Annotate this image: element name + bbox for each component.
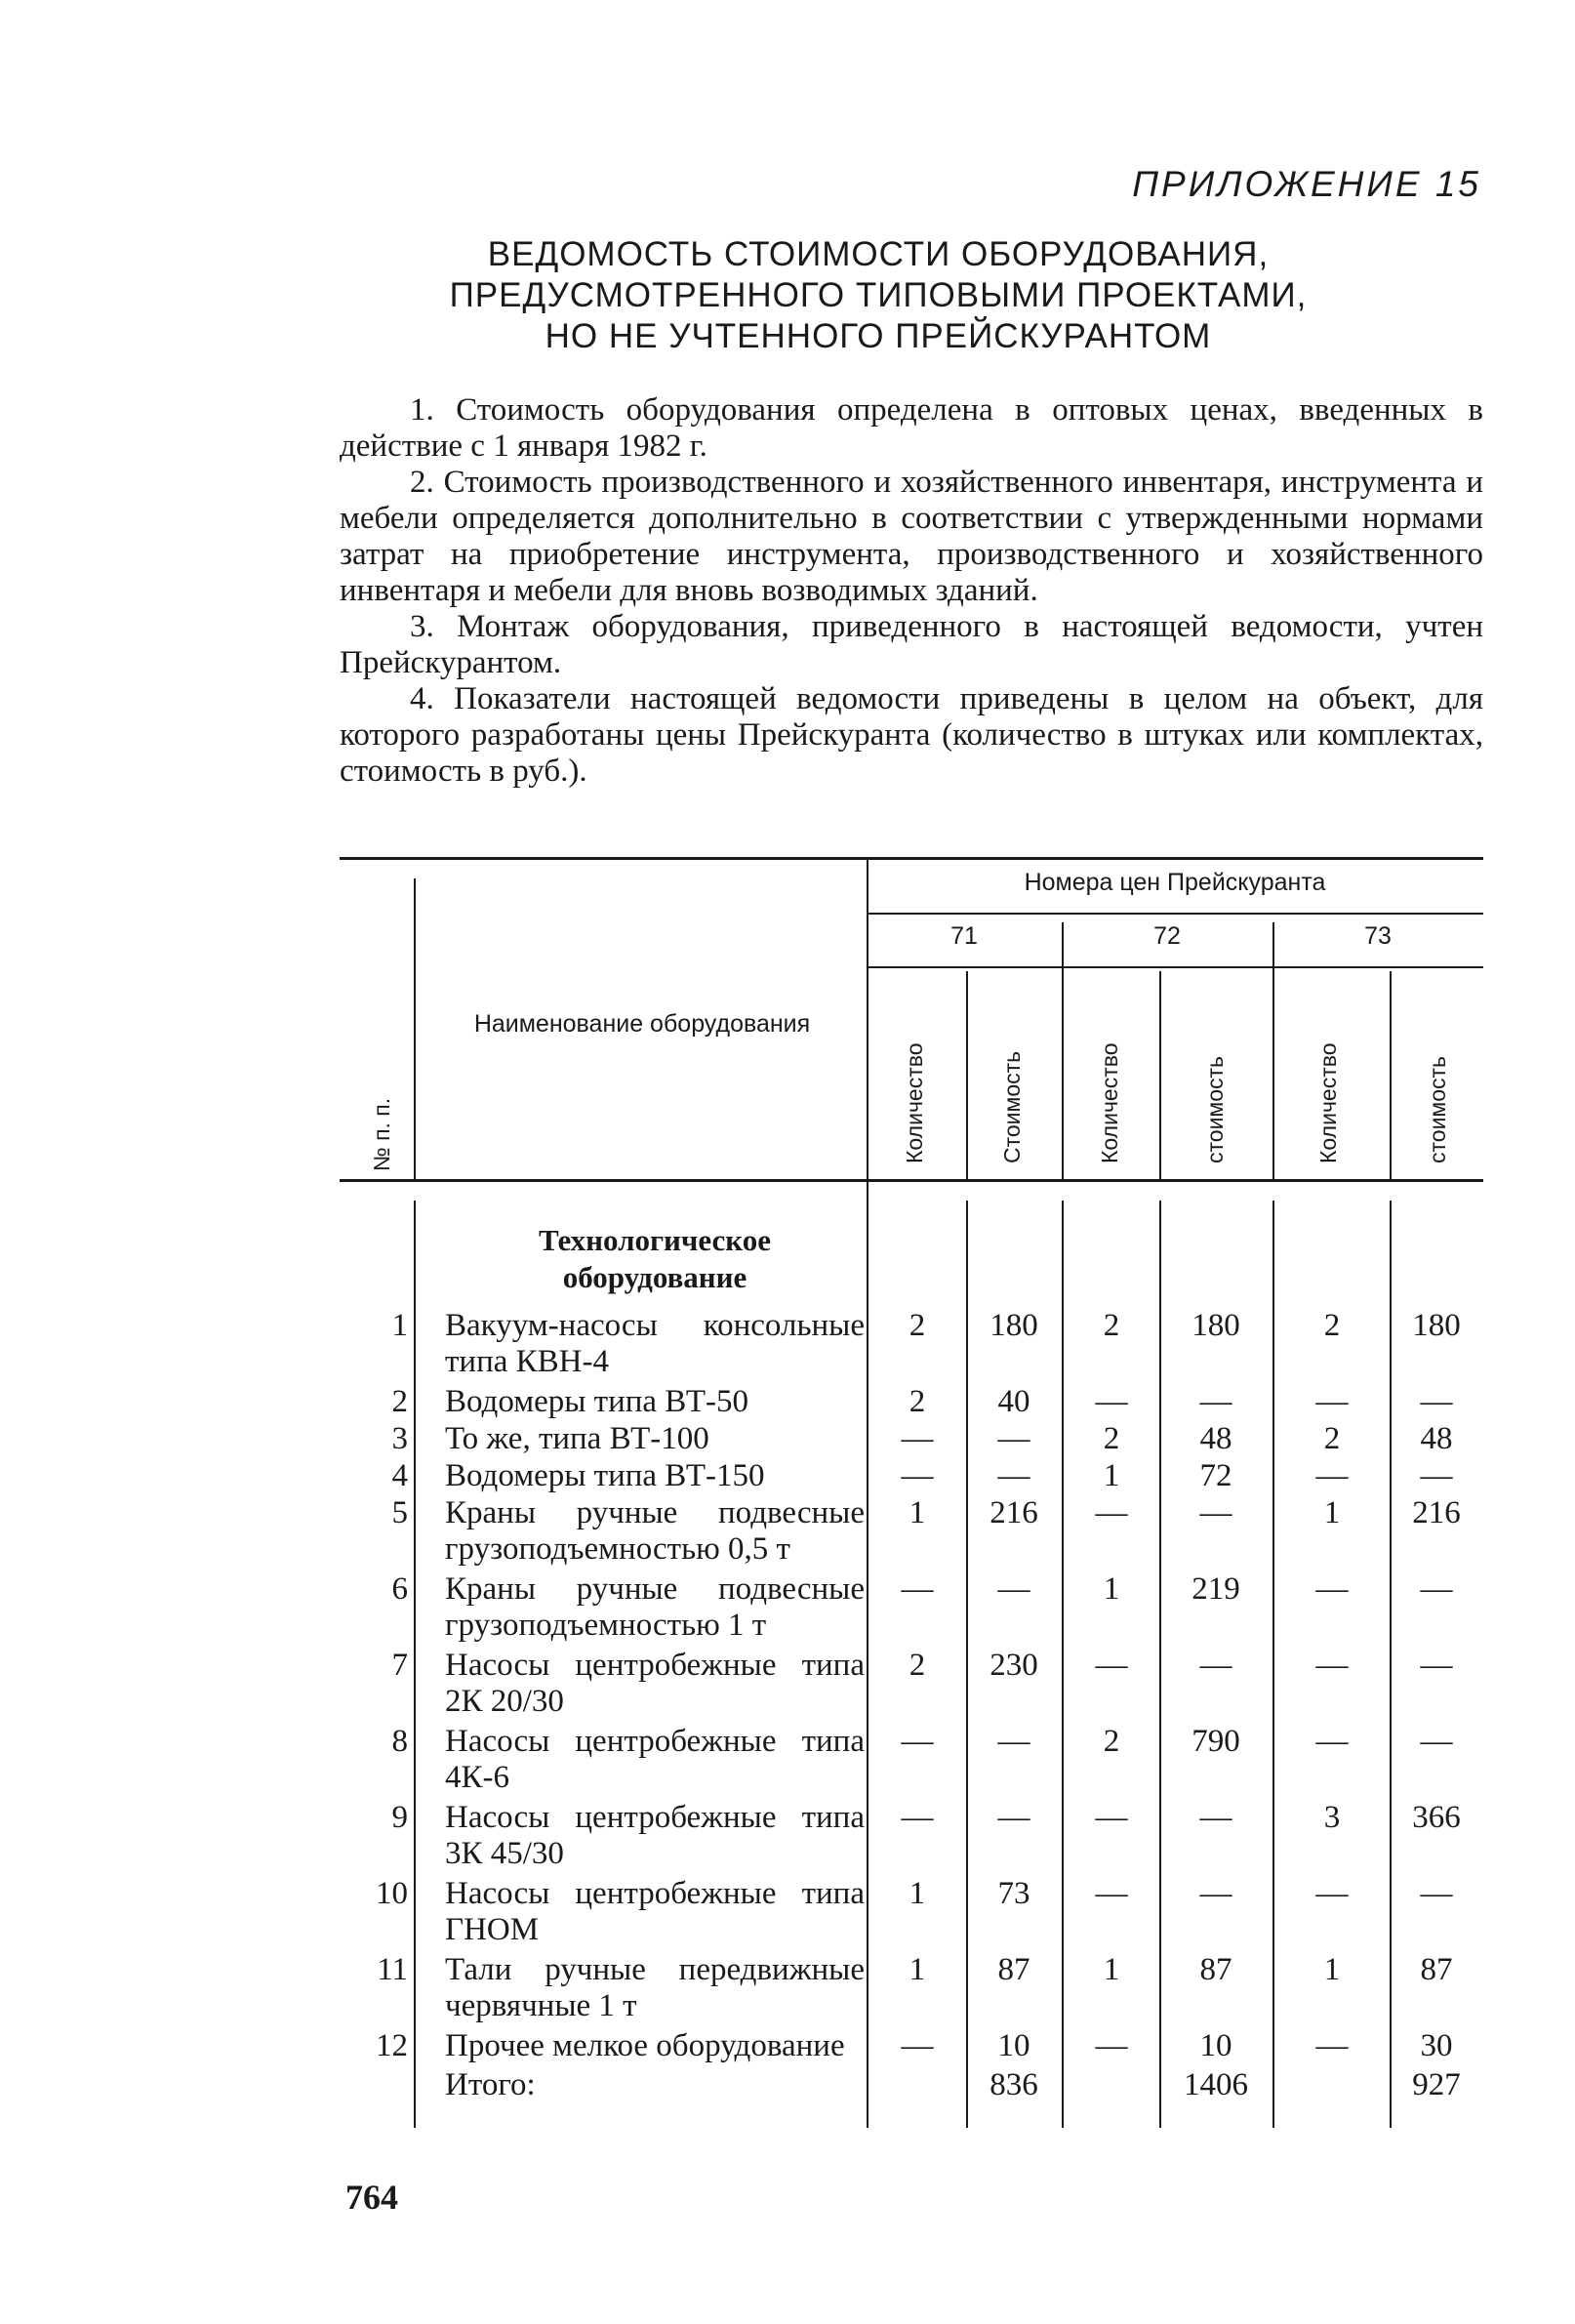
row-number: 4	[391, 1458, 408, 1493]
cost-cell: 230	[989, 1648, 1038, 1683]
col-divider	[1159, 971, 1161, 1179]
total-cell: 836	[989, 2067, 1038, 2102]
quantity-cell: —	[1095, 2028, 1128, 2063]
cost-cell: 72	[1199, 1458, 1232, 1493]
note-paragraph: 4. Показатели настоящей ведомости приведены в целом на объект, для которого разработаны цены Прейскуранта (количество в штуках или комплектах, стоимость в руб.).	[340, 681, 1483, 789]
quantity-cell: —	[1315, 1458, 1349, 1493]
cost-cell: 180	[1412, 1308, 1461, 1343]
document-title	[293, 234, 1464, 357]
total-cell: 927	[1412, 2067, 1461, 2102]
cost-cell: —	[1420, 1384, 1453, 1419]
col-divider	[966, 971, 968, 1179]
equipment-name: Водомеры типа ВТ-150	[445, 1458, 765, 1493]
equipment-name: Вакуум-насосы консольные типа КВН-4	[445, 1308, 865, 1379]
cost-cell: —	[997, 1421, 1030, 1456]
quantity-cell: 1	[1103, 1458, 1120, 1493]
cost-cell: —	[1420, 1458, 1453, 1493]
cost-cell: 48	[1199, 1421, 1232, 1456]
col-divider	[1062, 922, 1064, 1179]
header-bottom-rule	[340, 1179, 1483, 1182]
cost-cell: 180	[989, 1308, 1038, 1343]
header-quantity: Количество	[1315, 1042, 1341, 1163]
cost-cell: —	[1199, 1800, 1232, 1835]
header-cost: стоимость	[1425, 1055, 1450, 1163]
quantity-cell: 2	[1103, 1724, 1120, 1759]
header-price-72: 72	[1153, 922, 1181, 950]
cost-cell: —	[997, 1458, 1030, 1493]
quantity-cell: 2	[1323, 1308, 1341, 1343]
cost-cell: —	[1420, 1648, 1453, 1683]
quantity-cell: 1	[909, 1495, 926, 1530]
quantity-cell: —	[1315, 2028, 1349, 2063]
col-divider	[414, 878, 416, 1179]
quantity-cell: 2	[1323, 1421, 1341, 1456]
cost-cell: 87	[1420, 1952, 1453, 1987]
quantity-cell: —	[901, 2028, 934, 2063]
quantity-cell: 2	[1103, 1421, 1120, 1456]
quantity-cell: 1	[909, 1952, 926, 1987]
quantity-cell: 2	[909, 1308, 926, 1343]
note-paragraph: 2. Стоимость производственного и хозяйственного инвентаря, инструмента и мебели определяется дополнительно в соответствии с утвержденными нормами затрат на приобретение инструмента, производственного и хозяйственного инвентаря и мебели для вновь возводимых зданий.	[340, 465, 1483, 608]
header-price-numbers: Номера цен Прейскуранта	[1024, 869, 1326, 896]
title-line: ПРЕДУСМОТРЕННОГО ТИПОВЫМИ ПРОЕКТАМИ,	[449, 276, 1308, 314]
quantity-cell: 1	[1103, 1571, 1120, 1607]
equipment-name: Краны ручные подвесные грузоподъемностью 0,5 т	[445, 1495, 865, 1567]
header-equipment-name: Наименование оборудования	[473, 1010, 811, 1038]
notes	[340, 392, 1483, 790]
cost-cell: —	[1420, 1724, 1453, 1759]
equipment-name: Тали ручные передвижные червячные 1 т	[445, 1952, 865, 2023]
equipment-name: Насосы центробежные типа 3К 45/30	[445, 1800, 865, 1871]
quantity-cell: —	[901, 1421, 934, 1456]
row-number: 2	[391, 1384, 408, 1419]
quantity-cell: 2	[909, 1384, 926, 1419]
table-top-rule	[340, 857, 1483, 860]
row-number: 5	[391, 1495, 408, 1530]
header-cost: стоимость	[1202, 1055, 1228, 1163]
equipment-name: Водомеры типа ВТ-50	[445, 1384, 749, 1419]
cost-cell: 30	[1420, 2028, 1453, 2063]
equipment-name: Краны ручные подвесные грузоподъемностью 1 т	[445, 1571, 865, 1643]
group-rule	[867, 913, 1483, 915]
section-title: Технологическое оборудование	[538, 1223, 771, 1294]
quantity-cell: —	[901, 1458, 934, 1493]
col-divider	[414, 1201, 416, 2128]
quantity-cell: —	[1315, 1571, 1349, 1607]
quantity-cell: 1	[1103, 1952, 1120, 1987]
row-number: 1	[391, 1308, 408, 1343]
col-divider	[1272, 922, 1274, 1179]
cost-cell: 73	[997, 1876, 1030, 1911]
row-number: 10	[376, 1876, 408, 1911]
quantity-cell: 1	[909, 1876, 926, 1911]
cost-cell: 216	[989, 1495, 1038, 1530]
row-number: 9	[391, 1800, 408, 1835]
quantity-cell: —	[901, 1800, 934, 1835]
cost-cell: 40	[997, 1384, 1030, 1419]
row-number: 11	[377, 1952, 408, 1987]
price-number-rule	[867, 966, 1483, 968]
cost-cell: —	[1199, 1495, 1232, 1530]
cost-cell: 180	[1191, 1308, 1240, 1343]
header-price-71: 71	[950, 922, 978, 950]
quantity-cell: —	[1095, 1648, 1128, 1683]
row-number: 8	[391, 1724, 408, 1759]
cost-cell: 10	[997, 2028, 1030, 2063]
cost-cell: —	[1420, 1571, 1453, 1607]
title-line: ВЕДОМОСТЬ СТОИМОСТИ ОБОРУДОВАНИЯ,	[487, 235, 1270, 273]
equipment-name: Прочее мелкое оборудование	[445, 2028, 845, 2063]
quantity-cell: 2	[1103, 1308, 1120, 1343]
equipment-name: Насосы центробежные типа 2К 20/30	[445, 1648, 865, 1719]
header-quantity: Количество	[902, 1042, 927, 1163]
cost-cell: 216	[1412, 1495, 1461, 1530]
cost-cell: —	[997, 1800, 1030, 1835]
note-paragraph: 3. Монтаж оборудования, приведенного в настоящей ведомости, учтен Прейскурантом.	[340, 609, 1483, 680]
header-price-73: 73	[1364, 922, 1392, 950]
title-line: НО НЕ УЧТЕННОГО ПРЕЙСКУРАНТОМ	[545, 317, 1212, 355]
quantity-cell: 3	[1323, 1800, 1341, 1835]
equipment-name: Насосы центробежные типа ГНОМ	[445, 1876, 865, 1947]
equipment-name: Насосы центробежные типа 4К-6	[445, 1724, 865, 1795]
row-number: 7	[391, 1648, 408, 1683]
quantity-cell: —	[1315, 1648, 1349, 1683]
row-number: 6	[391, 1571, 408, 1607]
total-label: Итого:	[445, 2067, 536, 2102]
cost-cell: —	[997, 1571, 1030, 1607]
note-paragraph: 1. Стоимость оборудования определена в оптовых ценах, введенных в действие с 1 января 1982 г.	[340, 392, 1483, 464]
cost-cell: 48	[1420, 1421, 1453, 1456]
appendix-label: ПРИЛОЖЕНИЕ 15	[1132, 164, 1481, 204]
quantity-cell: 1	[1323, 1952, 1341, 1987]
col-divider	[1390, 971, 1392, 1179]
quantity-cell: 1	[1323, 1495, 1341, 1530]
cost-cell: —	[1420, 1876, 1453, 1911]
cost-cell: 366	[1412, 1800, 1461, 1835]
quantity-cell: —	[1095, 1384, 1128, 1419]
quantity-cell: —	[1095, 1876, 1128, 1911]
quantity-cell: —	[1315, 1876, 1349, 1911]
header-quantity: Количество	[1097, 1042, 1122, 1163]
header-row-number: № п. п.	[369, 1097, 394, 1171]
total-cell: 1406	[1184, 2067, 1248, 2102]
cost-cell: —	[1199, 1648, 1232, 1683]
cost-cell: —	[1199, 1384, 1232, 1419]
header-cost: Стоимость	[999, 1050, 1025, 1163]
quantity-cell: —	[1095, 1495, 1128, 1530]
quantity-cell: —	[901, 1724, 934, 1759]
quantity-cell: —	[1315, 1384, 1349, 1419]
quantity-cell: —	[1095, 1800, 1128, 1835]
cost-cell: 219	[1191, 1571, 1240, 1607]
quantity-cell: 2	[909, 1648, 926, 1683]
row-number: 12	[376, 2028, 408, 2063]
cost-cell: 790	[1191, 1724, 1240, 1759]
cost-cell: —	[997, 1724, 1030, 1759]
cost-cell: —	[1199, 1876, 1232, 1911]
cost-cell: 87	[997, 1952, 1030, 1987]
quantity-cell: —	[1315, 1724, 1349, 1759]
row-number: 3	[391, 1421, 408, 1456]
page-number: 764	[345, 2178, 398, 2217]
quantity-cell: —	[901, 1571, 934, 1607]
cost-cell: 87	[1199, 1952, 1232, 1987]
cost-cell: 10	[1199, 2028, 1232, 2063]
equipment-name: То же, типа ВТ-100	[445, 1421, 709, 1456]
